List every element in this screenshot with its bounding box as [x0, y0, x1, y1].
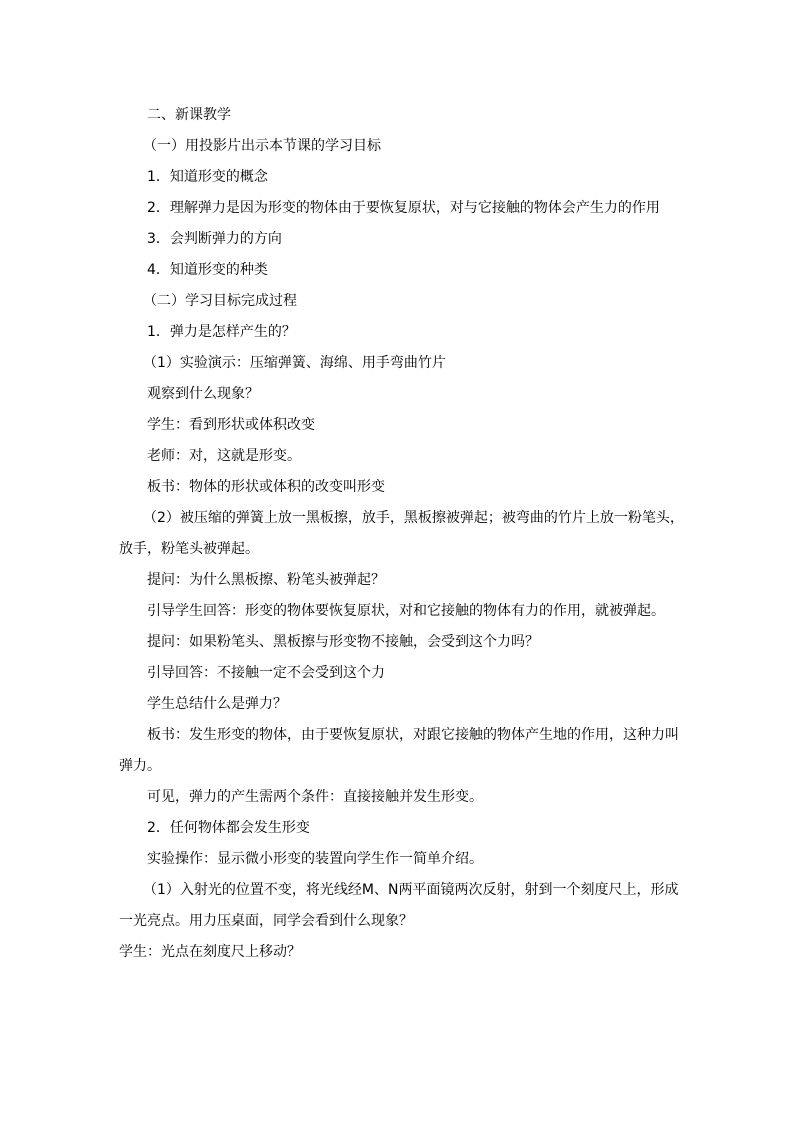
paragraph: 实验操作：显示微小形变的装置向学生作一简单介绍。	[147, 851, 483, 867]
paragraph: 老师：对，这就是形变。	[147, 448, 301, 464]
objective-item: 3．会判断弹力的方向	[147, 231, 282, 247]
paragraph-line: 板书：发生形变的物体，由于要恢复原状，对跟它接触的物体产生地的作用，这种力叫	[147, 727, 679, 743]
section-heading: 二、新课教学	[147, 107, 231, 123]
paragraph-line: （1）入射光的位置不变，将光线经M、N两平面镜两次反射，射到一个刻度尺上，形成	[143, 882, 679, 898]
paragraph: 学生：光点在刻度尺上移动？	[119, 944, 301, 960]
paragraph: （1）实验演示：压缩弹簧、海绵、用手弯曲竹片	[143, 355, 446, 371]
paragraph: 观察到什么现象？	[147, 386, 259, 402]
subsection-heading: （一）用投影片出示本节课的学习目标	[143, 138, 381, 154]
paragraph: 提问：如果粉笔头、黑板擦与形变物不接触，会受到这个力吗？	[147, 634, 539, 650]
subsection-heading: （二）学习目标完成过程	[143, 293, 297, 309]
paragraph: 引导回答：不接触一定不会受到这个力	[147, 665, 385, 681]
document-body	[119, 100, 684, 968]
paragraph-line: （2）被压缩的弹簧上放一黑板擦，放手，黑板擦被弹起；被弯曲的竹片上放一粉笔头，	[143, 510, 684, 526]
paragraph-line: 弹力。	[119, 758, 161, 774]
paragraph: 学生总结什么是弹力？	[147, 696, 287, 712]
paragraph: 学生：看到形状或体积改变	[147, 417, 315, 433]
topic-heading: 2．任何物体都会发生形变	[147, 820, 310, 836]
paragraph: 引导学生回答：形变的物体要恢复原状，对和它接触的物体有力的作用，就被弹起。	[147, 603, 665, 619]
objective-item: 4．知道形变的种类	[147, 262, 268, 278]
paragraph: 提问：为什么黑板擦、粉笔头被弹起？	[147, 572, 385, 588]
paragraph: 板书：物体的形状或体积的改变叫形变	[147, 479, 385, 495]
objective-item: 1．知道形变的概念	[147, 169, 268, 185]
paragraph-line: 放手，粉笔头被弹起。	[119, 541, 259, 557]
paragraph-line: 一光亮点。用力压桌面，同学会看到什么现象？	[119, 913, 413, 929]
objective-item: 2．理解弹力是因为形变的物体由于要恢复原状，对与它接触的物体会产生力的作用	[147, 200, 660, 216]
paragraph: 可见，弹力的产生需两个条件：直接接触并发生形变。	[147, 789, 483, 805]
topic-heading: 1．弹力是怎样产生的？	[147, 324, 296, 340]
